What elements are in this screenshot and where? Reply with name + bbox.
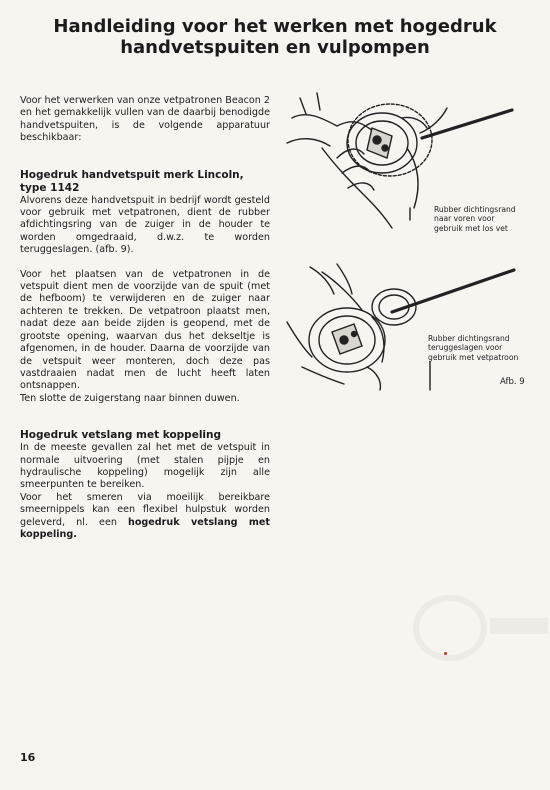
vetslang-paragraph-2-text: Voor het smeren via moeilijk bereikbare smeernippels kan een flexibel hulpstuk worden geleverd, nl. een <box>20 491 270 528</box>
section-heading-lincoln <box>20 169 270 195</box>
page-number: 16 <box>20 751 36 764</box>
figure-1-caption-line-1: Rubber dichtingsrand <box>434 205 516 214</box>
title-line-2: handvetspuiten en vulpompen <box>120 37 430 58</box>
title-line-1: Handleiding voor het werken met hogedruk <box>53 16 497 37</box>
vetslang-paragraph-2-bold: hogedruk vetslang met koppeling. <box>20 516 270 540</box>
section-heading-vetslang: Hogedruk vetslang met koppeling <box>20 429 222 442</box>
show-through-logo <box>410 590 550 665</box>
section-heading-lincoln-line-2: type 1142 <box>20 181 80 194</box>
lincoln-paragraph-1: Alvorens deze handvetspuit in bedrijf wordt gesteld voor gebruik met vetpatronen, dient de rubber afdichtingsring van de zuiger in de houder te worden omgedraaid, d.w.z. te worden teruggeslagen. (afb. 9). <box>20 194 270 256</box>
ink-spot <box>444 652 447 655</box>
vetslang-paragraph-1: In de meeste gevallen zal het met de vetspuit in normale uitvoering (met stalen pijpje en hydraulische koppeling) mogelijk zijn alle smeerpunten te bereiken. <box>20 442 270 491</box>
page-title <box>40 16 510 58</box>
figure-2-illustration <box>282 262 522 392</box>
vetslang-paragraph-2 <box>20 492 270 542</box>
figure-2-caption <box>428 334 518 362</box>
text-column <box>20 95 270 541</box>
figure-1-caption-line-3: gebruik met los vet <box>434 223 508 233</box>
lincoln-paragraph-3: Ten slotte de zuigerstang naar binnen duwen. <box>20 392 240 404</box>
figure-1-caption-line-2: naar voren voor <box>434 214 495 224</box>
figure-1-caption <box>434 205 516 233</box>
section-heading-lincoln-line-1: Hogedruk handvetspuit merk Lincoln, <box>20 168 244 181</box>
figure-label: Afb. 9 <box>500 377 525 387</box>
figure-2-caption-line-2: teruggeslagen voor <box>428 343 503 353</box>
lincoln-paragraph-2: Voor het plaatsen van de vetpatronen in de vetspuit dient men de voorzijde van de spuit (met de hefboom) te verwijderen en de zuiger naar achteren te trekken. De vetpatroon plaatst men, nadat deze aan beide zijden is geopend, met de grootste opening, waarvan dus het dekseltje is afgenomen, in de houder. Daarna de voorzijde van de vetspuit weer monteren, doch deze pas vastdraaien nadat men de lucht heeft laten ontsnappen. <box>20 268 270 392</box>
figure-2-caption-line-3: gebruik met vetpatroon <box>428 352 519 362</box>
figure-2-caption-line-1: Rubber dichtingsrand <box>428 334 510 343</box>
intro-paragraph: Voor het verwerken van onze vetpatronen Beacon 2 en het gemakkelijk vullen van de daarbij benodigde handvetspuiten, is de volgende apparatuur beschikbaar: <box>20 95 270 144</box>
